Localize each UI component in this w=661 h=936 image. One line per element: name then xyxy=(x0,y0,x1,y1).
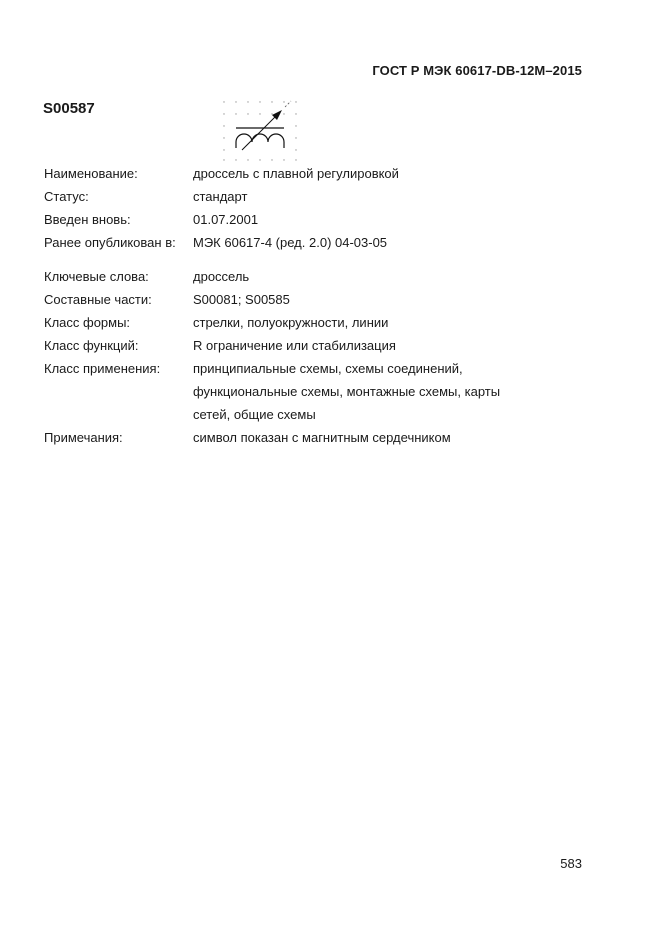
symbol-code: S00587 xyxy=(43,100,95,117)
field-value: R ограничение или стабилизация xyxy=(193,338,396,353)
field-label: Класс формы: xyxy=(44,315,131,330)
field-value: стрелки, полуокружности, линии xyxy=(193,315,389,330)
group-spacer xyxy=(44,254,564,265)
field-components xyxy=(44,288,564,311)
field-label: Наименование: xyxy=(44,166,138,181)
field-value xyxy=(193,357,564,426)
field-value-line: принципиальные схемы, схемы соединений, xyxy=(193,361,463,376)
field-label: Ранее опубликован в: xyxy=(44,235,176,250)
grid-dots xyxy=(223,101,296,160)
field-value: дроссель с плавной регулировкой xyxy=(193,166,399,181)
field-notes xyxy=(44,426,564,449)
field-value: S00081; S00585 xyxy=(193,292,290,307)
field-previously-published xyxy=(44,231,564,254)
field-introduced xyxy=(44,208,564,231)
field-application-class xyxy=(44,357,564,426)
field-label: Статус: xyxy=(44,189,89,204)
field-shape-class xyxy=(44,311,564,334)
symbol-properties xyxy=(44,162,564,449)
field-value: 01.07.2001 xyxy=(193,212,259,227)
field-label: Класс функций: xyxy=(44,338,139,353)
field-value: стандарт xyxy=(193,189,248,204)
field-label: Составные части: xyxy=(44,292,152,307)
field-keywords xyxy=(44,265,564,288)
field-label: Класс применения: xyxy=(44,361,161,376)
adjustment-arrow-shaft xyxy=(242,116,276,150)
field-value-line: сетей, общие схемы xyxy=(193,407,316,422)
field-function-class xyxy=(44,334,564,357)
coil-windings xyxy=(236,134,284,148)
field-value: МЭК 60617-4 (ред. 2.0) 04-03-05 xyxy=(193,235,388,250)
field-name xyxy=(44,162,564,185)
field-value-line: функциональные схемы, монтажные схемы, карты xyxy=(193,384,501,399)
field-label: Введен вновь: xyxy=(44,212,131,227)
field-label: Примечания: xyxy=(44,430,123,445)
field-value: дроссель xyxy=(193,269,250,284)
standard-header: ГОСТ Р МЭК 60617-DB-12M–2015 xyxy=(372,63,582,78)
field-status xyxy=(44,185,564,208)
page-number: 583 xyxy=(560,856,582,871)
variable-inductor-with-magnetic-core-icon xyxy=(218,96,298,164)
field-value: символ показан с магнитным сердечником xyxy=(193,430,451,445)
field-label: Ключевые слова: xyxy=(44,269,149,284)
